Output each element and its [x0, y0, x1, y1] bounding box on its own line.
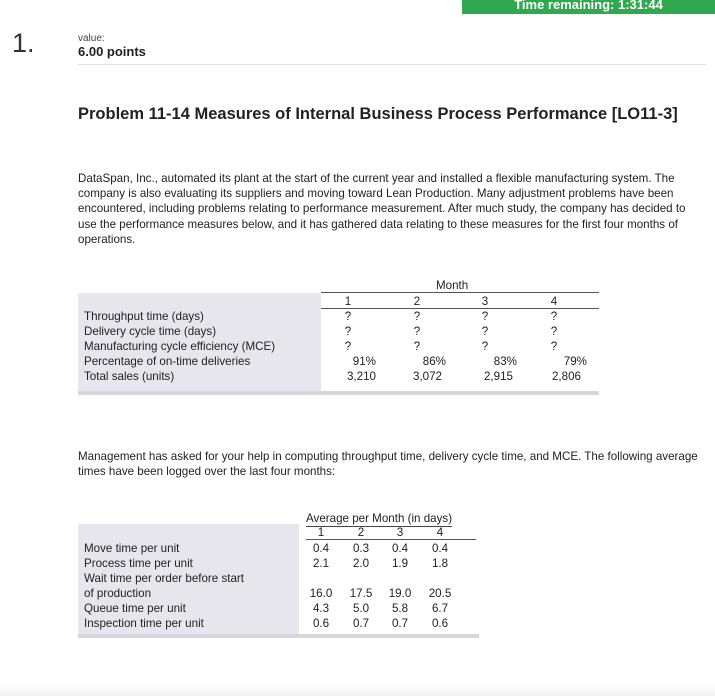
table-cell: ?	[481, 325, 489, 338]
table-cell: 4.3	[312, 602, 330, 615]
table-cell: 0.7	[352, 617, 370, 630]
table-cell: 83%	[493, 355, 517, 368]
table-cell: 3,072	[412, 370, 442, 383]
value-label: value:	[78, 33, 105, 44]
table-cell: ?	[481, 310, 489, 323]
table-cell: ?	[344, 325, 352, 338]
problem-title: Problem 11-14 Measures of Internal Business Process Performance [LO11-3]	[78, 105, 678, 123]
row-label: Wait time per order before start	[84, 572, 245, 585]
points-value: 6.00 points	[78, 44, 146, 59]
month-header: 2	[413, 295, 421, 308]
divider	[78, 64, 706, 65]
table-cell: 2.0	[352, 557, 370, 570]
performance-measures-table	[78, 277, 599, 395]
table-cell: 17.5	[349, 587, 373, 600]
problem-intro: DataSpan, Inc., automated its plant at the start of the current year and installed a flexible manufacturing system. The company is also evaluating its suppliers and moving toward Lean Production. Many adjustment problems have been encountered, including problems relating to performance measurement. After much study, the company has decided to use the performance measures below, and it has gathered data relating to these measures for the first four months of operations.	[78, 172, 686, 246]
table-cell: 0.6	[312, 617, 330, 630]
bottom-fade	[0, 684, 715, 696]
table-cell: ?	[413, 310, 421, 323]
row-label: Throughput time (days)	[84, 310, 204, 323]
month-header: 4	[436, 526, 444, 539]
table-cell: ?	[550, 340, 558, 353]
table-cell: 2,915	[483, 370, 513, 383]
table-cell: 5.0	[352, 602, 370, 615]
table-cell: 1.9	[391, 557, 409, 570]
row-label: Move time per unit	[84, 542, 180, 555]
table-cell: 3,210	[346, 370, 376, 383]
month-header: 4	[550, 295, 558, 308]
table-cell: ?	[413, 325, 421, 338]
table-cell: 16.0	[309, 587, 333, 600]
table-cell: 0.6	[431, 617, 449, 630]
month-header: 3	[481, 295, 489, 308]
problem-followup: Management has asked for your help in computing throughput time, delivery cycle time, and MCE. The following average times have been logged over the last four months:	[78, 450, 698, 479]
table-cell: 0.3	[352, 542, 370, 555]
table-cell: 91%	[352, 355, 376, 368]
time-remaining-banner: Time remaining: 1:31:44	[462, 0, 715, 14]
row-label: of production	[84, 587, 152, 600]
row-label: Queue time per unit	[84, 602, 186, 615]
table-cell: 1.8	[431, 557, 449, 570]
row-label: Delivery cycle time (days)	[84, 325, 217, 338]
header-rule	[321, 292, 599, 293]
average-times-table	[78, 510, 479, 637]
month-header: 1	[344, 295, 352, 308]
month-header: 3	[396, 526, 404, 539]
table-cell: 20.5	[428, 587, 452, 600]
table-cell: 86%	[422, 355, 446, 368]
table-cell: 0.4	[391, 542, 409, 555]
row-label: Percentage of on-time deliveries	[84, 355, 251, 368]
table-cell: ?	[550, 325, 558, 338]
table-cell: 2.1	[312, 557, 330, 570]
row-label: Inspection time per unit	[84, 617, 204, 630]
month-header: 2	[357, 526, 365, 539]
table-cell: 6.7	[431, 602, 449, 615]
row-label: Manufacturing cycle efficiency (MCE)	[84, 340, 276, 353]
table-cell: 19.0	[388, 587, 412, 600]
table-cell: 0.4	[431, 542, 449, 555]
table-cell: ?	[413, 340, 421, 353]
table-cell: ?	[344, 340, 352, 353]
table-cell: 0.7	[391, 617, 409, 630]
row-label: Process time per unit	[84, 557, 193, 570]
table-cell: ?	[481, 340, 489, 353]
question-number: 1.	[12, 28, 35, 58]
average-group-header: Average per Month (in days)	[306, 512, 453, 525]
table-cell: 79%	[563, 355, 587, 368]
column-header-rule	[321, 308, 599, 309]
month-header: 1	[317, 526, 325, 539]
table-cell: 2,806	[551, 370, 581, 383]
row-label: Total sales (units)	[84, 370, 175, 383]
table-cell: 0.4	[312, 542, 330, 555]
table-bottom-bar	[78, 391, 599, 395]
table-bottom-bar	[78, 634, 479, 638]
column-header-rule	[306, 539, 476, 540]
table-cell: ?	[550, 310, 558, 323]
table-cell: ?	[344, 310, 352, 323]
month-group-header: Month	[436, 279, 469, 292]
table-cell: 5.8	[391, 602, 409, 615]
